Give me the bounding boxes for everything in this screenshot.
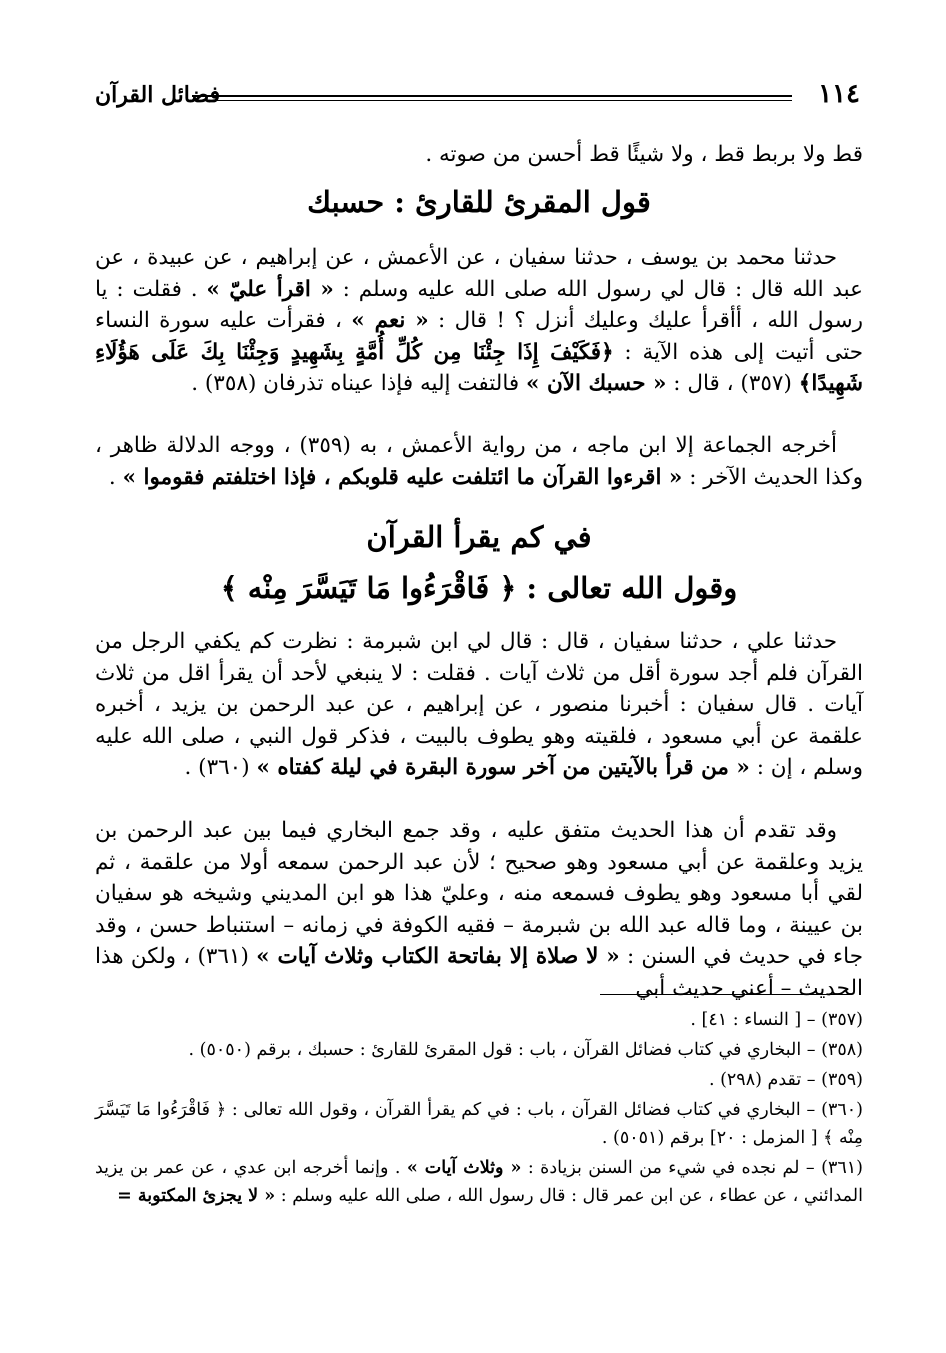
footnote-text: – تقدم (٢٩٨) . [708, 1070, 816, 1090]
section-heading-1: قول المقرئ للقارئ : حسبك [307, 185, 651, 219]
para-4-quote: « لا صلاة إلا بفاتحة الكتاب وثلاث آيات » [256, 944, 620, 970]
para-2-text-e: . [108, 464, 116, 490]
footnote [95, 1154, 863, 1210]
footnote [95, 1096, 863, 1152]
para-2-text-a: أخرجه الجماعة إلا ابن ماجه ، من رواية الأعمش ، به [359, 433, 838, 458]
footnote-quote-continued: « لا يجزئ المكتوبة = [117, 1186, 276, 1206]
footnote-text: – البخاري في كتاب فضائل القرآن ، باب : قول المقرئ للقارئ : حسبك ، برقم (٥٠٥٠) . [188, 1040, 816, 1060]
footnote-number: (٣٥٨) [821, 1040, 863, 1060]
para-4-text-a: وقد تقدم أن هذا الحديث متفق عليه ، وقد جمع البخاري فيما بين عبد الرحمن بن يزيد وعلقمة عن أبي مسعود وهو صحيح ؛ لأن عبد الرحمن سمعه أولا من علقمة ، ثم لقي أبا مسعود وهو يطوف فسمعه منه ، وعليّ هذا هو ابن المديني وشيخه هو سفيان بن عيينة ، وما قاله عبد الله بن شبرمة – فقيه الكوفة في زمانه – استنباط حسن ، وقد جاء في حديث في السنن : [95, 818, 863, 970]
para-1-text-a: حدثنا محمد بن يوسف ، حدثنا سفيان ، عن الأعمش ، عن إبراهيم ، عن عبيدة ، عن عبد الله قال : قال لي رسول الله صلى الله عليه وسلم : [95, 245, 864, 302]
hadith-paragraph-1 [95, 242, 863, 400]
para-2-footnote-ref: (٣٥٩) [299, 433, 351, 458]
footnote [95, 1036, 863, 1064]
footnote-separator [600, 994, 850, 995]
hadith-paragraph-2 [95, 626, 863, 784]
para-2-quote: « اقرءوا القرآن ما ائتلفت عليه قلوبكم ، فإذا اختلفتم فقوموا » [122, 464, 683, 490]
running-title: فضائل القرآن [95, 82, 221, 108]
para-1-quran-verse: ﴿فَكَيْفَ إِذَا جِئْنَا مِن كُلِّ أُمَّةٍ بِشَهِيدٍ وَجِئْنَا بِكَ عَلَى هَؤُلَاءِ شَهِيدًا﴾ [95, 339, 863, 397]
footnote-number: (٣٦٠) [821, 1100, 863, 1120]
para-1-text-c: . فقلت : يا رسول الله ، أأقرأ عليك وعليك أنزل ؟ ! قال : [95, 276, 864, 334]
footnotes [95, 1006, 863, 1212]
footnote [95, 1006, 863, 1034]
para-1-text-e: ، فقرأت عليه سورة النساء حتى أتيت إلى هذه الآية : [95, 308, 864, 365]
commentary-paragraph-2 [95, 815, 863, 1005]
footnote-text: – لم نجده في شيء من السنن بزيادة : [527, 1158, 815, 1178]
para-4-text-c: (٣٦١) ، ولكن هذا الحديث – أعني حديث أبي [95, 944, 863, 1001]
para-1-quote-c: « حسبك الآن » [526, 371, 667, 397]
page-number: ١١٤ [818, 79, 860, 109]
para-1-text-g: (٣٥٧) ، قال : [673, 371, 792, 397]
footnote-text: – البخاري في كتاب فضائل القرآن ، باب : في كم يقرأ القرآن ، وقول الله تعالى : ﴿ فَاقْرَءُوا مَا تَيَسَّرَ مِنْه ﴾ [ المزمل : ٢٠] برقم (٥٠٥١) . [95, 1100, 863, 1148]
footnote [95, 1066, 863, 1094]
para-1-footnote-ref: (٣٥٨) . [191, 371, 257, 397]
para-1-quote-b: « نعم » [351, 308, 429, 334]
section-heading-3: وقول الله تعالى : ﴿ فَاقْرَءُوا مَا تَيَسَّرَ مِنْه ﴾ [220, 571, 738, 605]
footnote-text-continued: . وإنما أخرجه ابن عدي ، عن عمر بن يزيد المدائني ، عن عطاء ، عن ابن عمر قال : قال رسول الله ، صلى الله عليه وسلم : [95, 1158, 863, 1206]
para-3-footnote-ref: (٣٦٠) . [184, 755, 250, 781]
footnote-quote: « وثلاث آيات » [406, 1158, 522, 1178]
para-3-text-a: حدثنا علي ، حدثنا سفيان ، قال : قال لي ابن شبرمة : نظرت كم يكفي الرجل من القرآن فلم أجد سورة أقل من ثلاث آيات . فقلت : لا ينبغي لأحد أن يقرأ اقل من ثلاث آيات . قال سفيان : أخبرنا منصور ، عن إبراهيم ، عن عبد الرحمن بن يزيد ، أخبره علقمة عن أبي مسعود ، فلقيته وهو يطوف بالبيت ، فذكر قول النبي ، صلى الله عليه وسلم ، إن : [95, 629, 863, 781]
page-header [95, 78, 860, 112]
commentary-paragraph-1 [95, 430, 863, 493]
intro-paragraph: قط ولا بربط قط ، ولا شيئًا قط أحسن من صوته . [425, 142, 863, 167]
footnote-number: (٣٥٩) [821, 1070, 863, 1090]
para-1-quote-a: « اقرأ عليّ » [206, 276, 334, 302]
para-2-text-c: ، ووجه الدلالة ظاهر ، وكذا الحديث الآخر : [95, 433, 863, 490]
para-3-quote: « من قرأ بالآيتين من آخر سورة البقرة في ليلة كفتاه » [256, 755, 750, 781]
footnote-text: – [ النساء : ٤١] . [690, 1010, 816, 1030]
para-1-text-i: فالتفت إليه فإذا عيناه تذرفان [263, 371, 520, 397]
header-rule [192, 95, 792, 101]
footnote-number: (٣٥٧) [821, 1010, 863, 1030]
section-heading-2: في كم يقرأ القرآن [366, 520, 592, 554]
footnote-number: (٣٦١) [821, 1158, 863, 1178]
